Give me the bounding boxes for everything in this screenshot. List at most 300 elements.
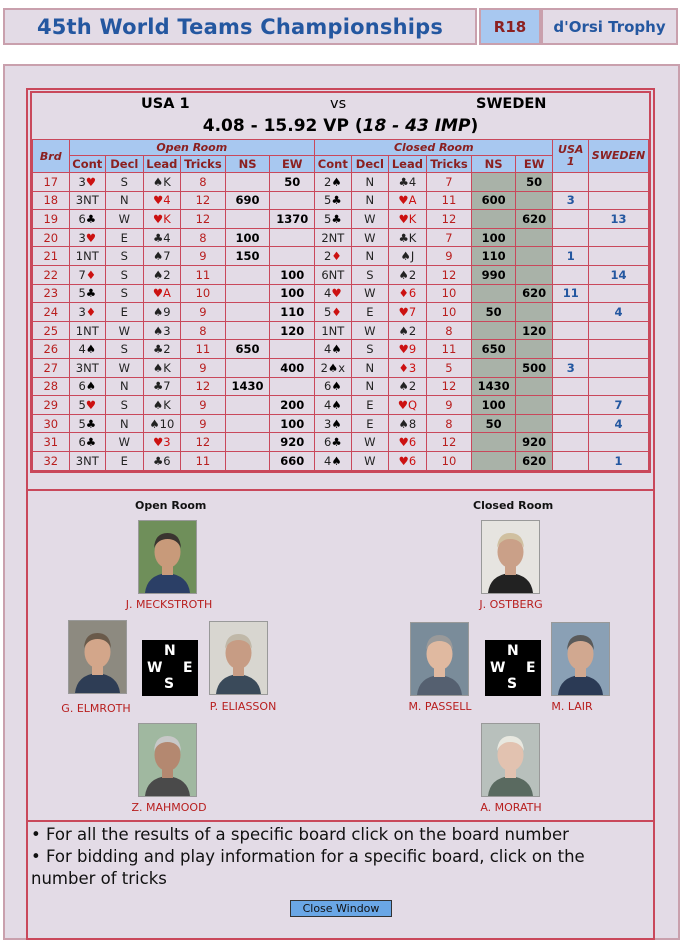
lead-card: ♠2 bbox=[153, 267, 171, 282]
closed-lead bbox=[389, 303, 427, 322]
suit-icon: ♠ bbox=[331, 453, 342, 468]
suit-icon: ♣ bbox=[331, 435, 342, 450]
compass-n: N bbox=[507, 643, 519, 659]
closed-declarer: S bbox=[351, 340, 389, 359]
closed-ns: 1430 bbox=[472, 377, 516, 396]
contract-level: 5 bbox=[78, 397, 86, 412]
closed-contract bbox=[315, 321, 352, 340]
trophy-label: d'Orsi Trophy bbox=[553, 17, 666, 36]
open-contract bbox=[69, 396, 106, 415]
open-contract bbox=[69, 414, 106, 433]
contract-level: 4 bbox=[324, 397, 332, 412]
board-number[interactable]: 21 bbox=[33, 247, 70, 266]
board-number[interactable]: 27 bbox=[33, 358, 70, 377]
contract-level: 3 bbox=[324, 416, 332, 431]
closed-tricks[interactable]: 9 bbox=[426, 396, 472, 415]
open-declarer: N bbox=[106, 377, 144, 396]
open-east-photo bbox=[209, 621, 268, 695]
open-declarer: N bbox=[106, 414, 144, 433]
lead-card: ♠2 bbox=[398, 379, 417, 394]
closed-contract bbox=[315, 340, 352, 359]
lead-card: ♥6 bbox=[398, 435, 417, 450]
open-ns bbox=[225, 451, 270, 470]
contract-level: 4 bbox=[324, 342, 332, 357]
closed-lead bbox=[389, 191, 427, 210]
contract-level: 4 bbox=[324, 286, 332, 301]
closed-room-title: Closed Room bbox=[473, 499, 554, 512]
open-declarer: E bbox=[106, 228, 144, 247]
closed-declarer: W bbox=[351, 451, 389, 470]
closed-contract bbox=[315, 228, 352, 247]
team1-imp bbox=[553, 321, 589, 340]
team2-name: SWEDEN bbox=[476, 96, 547, 112]
closed-tricks[interactable]: 12 bbox=[426, 377, 472, 396]
closed-ns: 650 bbox=[472, 340, 516, 359]
open-tricks[interactable]: 11 bbox=[181, 340, 226, 359]
closed-lead bbox=[389, 210, 427, 229]
open-ns: 650 bbox=[225, 340, 270, 359]
compass-w: W bbox=[490, 660, 506, 676]
open-lead bbox=[143, 414, 181, 433]
open-contract bbox=[69, 377, 106, 396]
open-room-header: Open Room bbox=[69, 140, 315, 156]
open-lead bbox=[143, 191, 181, 210]
open-east-name: P. ELIASSON bbox=[209, 700, 277, 713]
imp-score: 18 - 43 IMP bbox=[362, 116, 471, 136]
team2-imp bbox=[588, 284, 648, 303]
open-tricks[interactable]: 12 bbox=[181, 377, 226, 396]
open-contract bbox=[69, 247, 106, 266]
board-number[interactable]: 17 bbox=[33, 173, 70, 192]
closed-tricks[interactable]: 10 bbox=[426, 303, 472, 322]
open-north-photo bbox=[138, 520, 197, 594]
open-ns bbox=[225, 303, 270, 322]
team1-imp: 1 bbox=[553, 247, 589, 266]
lead-card: ♠9 bbox=[153, 304, 171, 319]
closed-contract bbox=[315, 377, 352, 396]
open-contract bbox=[69, 451, 106, 470]
suit-icon: ♣ bbox=[85, 211, 97, 226]
open-contract bbox=[69, 303, 106, 322]
open-ns: 690 bbox=[225, 191, 270, 210]
lead-card: ♦6 bbox=[398, 286, 417, 301]
open-ns bbox=[225, 321, 270, 340]
col-header-ns: NS bbox=[472, 156, 516, 173]
open-ew bbox=[270, 377, 315, 396]
contract-level: 6 bbox=[324, 435, 332, 450]
closed-ew bbox=[515, 340, 553, 359]
closed-contract bbox=[315, 358, 352, 377]
table-row bbox=[33, 284, 649, 303]
lead-card: ♣K bbox=[398, 230, 417, 245]
contract-level: 1NT bbox=[75, 249, 99, 264]
closed-lead bbox=[389, 265, 427, 284]
open-ns bbox=[225, 358, 270, 377]
compass-w: W bbox=[147, 660, 163, 676]
closed-contract bbox=[315, 265, 352, 284]
team1-imp: 3 bbox=[553, 191, 589, 210]
lead-card: ♥6 bbox=[398, 453, 417, 468]
closed-ew: 920 bbox=[515, 433, 553, 452]
lead-card: ♠K bbox=[152, 397, 171, 412]
board-number[interactable]: 31 bbox=[33, 433, 70, 452]
lead-card: ♥9 bbox=[398, 342, 417, 357]
table-row bbox=[33, 414, 649, 433]
team2-imp bbox=[588, 321, 648, 340]
board-number[interactable]: 26 bbox=[33, 340, 70, 359]
open-ns bbox=[225, 284, 270, 303]
open-tricks[interactable]: 11 bbox=[181, 451, 226, 470]
contract-level: 2NT bbox=[321, 230, 345, 245]
team2-imp: 13 bbox=[588, 210, 648, 229]
table-row bbox=[33, 321, 649, 340]
contract-level: 3 bbox=[78, 230, 86, 245]
open-tricks[interactable]: 8 bbox=[181, 173, 226, 192]
open-lead bbox=[143, 396, 181, 415]
open-west-name: G. ELMROTH bbox=[61, 702, 131, 715]
team2-imp: 4 bbox=[588, 414, 648, 433]
open-south-photo bbox=[138, 723, 197, 797]
contract-level: 1NT bbox=[75, 323, 99, 338]
table-row bbox=[33, 433, 649, 452]
closed-tricks[interactable]: 12 bbox=[426, 433, 472, 452]
closed-west-name: M. PASSELL bbox=[408, 700, 472, 713]
closed-ew bbox=[515, 414, 553, 433]
closed-tricks[interactable]: 11 bbox=[426, 191, 472, 210]
closed-declarer: W bbox=[351, 228, 389, 247]
closed-tricks[interactable]: 7 bbox=[426, 173, 472, 192]
open-ns bbox=[225, 396, 270, 415]
open-tricks[interactable]: 12 bbox=[181, 191, 226, 210]
open-ew: 100 bbox=[270, 284, 315, 303]
suit-icon: ♣ bbox=[85, 286, 97, 301]
board-number[interactable]: 30 bbox=[33, 414, 70, 433]
info-divider bbox=[27, 820, 653, 822]
team1-name: USA 1 bbox=[141, 96, 190, 112]
open-contract bbox=[69, 228, 106, 247]
contract-level: 3NT bbox=[75, 193, 99, 208]
closed-contract bbox=[315, 414, 352, 433]
round-box bbox=[479, 8, 541, 45]
team1-imp bbox=[553, 414, 589, 433]
closed-lead bbox=[389, 396, 427, 415]
team1-imp bbox=[553, 340, 589, 359]
closed-ns: 110 bbox=[472, 247, 516, 266]
closed-declarer: N bbox=[351, 358, 389, 377]
col-header-lead: Lead bbox=[143, 156, 181, 173]
closed-lead bbox=[389, 414, 427, 433]
lead-card: ♠J bbox=[400, 249, 415, 264]
board-number[interactable]: 18 bbox=[33, 191, 70, 210]
contract-level: 3NT bbox=[75, 453, 99, 468]
table-row bbox=[33, 173, 649, 192]
compass-s: S bbox=[164, 676, 175, 692]
closed-contract bbox=[315, 433, 352, 452]
contract-level: 3 bbox=[78, 304, 86, 319]
suit-icon: ♠ bbox=[331, 174, 342, 189]
closed-contract bbox=[315, 284, 352, 303]
closed-ns bbox=[472, 284, 516, 303]
col-header-tricks: Tricks bbox=[181, 156, 226, 173]
suit-icon: ♣ bbox=[331, 211, 342, 226]
closed-lead bbox=[389, 451, 427, 470]
open-tricks[interactable]: 10 bbox=[181, 284, 226, 303]
team2-imp bbox=[588, 173, 648, 192]
closed-tricks[interactable]: 9 bbox=[426, 247, 472, 266]
closed-south-photo bbox=[481, 723, 540, 797]
open-ew: 920 bbox=[270, 433, 315, 452]
suit-icon: ♣ bbox=[85, 435, 97, 450]
closed-lead bbox=[389, 284, 427, 303]
open-tricks[interactable]: 8 bbox=[181, 321, 226, 340]
suit-icon: ♠ bbox=[85, 342, 97, 357]
open-contract bbox=[69, 191, 106, 210]
table-row bbox=[33, 228, 649, 247]
closed-tricks[interactable]: 8 bbox=[426, 321, 472, 340]
table-row bbox=[33, 210, 649, 229]
open-declarer: N bbox=[106, 191, 144, 210]
lead-card: ♥A bbox=[398, 193, 417, 208]
closed-tricks[interactable]: 10 bbox=[426, 284, 472, 303]
board-number[interactable]: 29 bbox=[33, 396, 70, 415]
board-number[interactable]: 24 bbox=[33, 303, 70, 322]
board-number[interactable]: 19 bbox=[33, 210, 70, 229]
team1-imp bbox=[553, 396, 589, 415]
board-number[interactable]: 32 bbox=[33, 451, 70, 470]
contract-level: 6 bbox=[78, 435, 86, 450]
open-ns: 150 bbox=[225, 247, 270, 266]
closed-ew bbox=[515, 396, 553, 415]
open-declarer: S bbox=[106, 284, 144, 303]
lead-card: ♠10 bbox=[149, 416, 175, 431]
board-number[interactable]: 22 bbox=[33, 265, 70, 284]
closed-south-name: A. MORATH bbox=[480, 801, 542, 814]
contract-level: 5 bbox=[78, 416, 86, 431]
closed-declarer: W bbox=[351, 284, 389, 303]
compass-n: N bbox=[164, 643, 176, 659]
open-ew: 1370 bbox=[270, 210, 315, 229]
open-tricks[interactable]: 12 bbox=[181, 433, 226, 452]
contract-level: 5 bbox=[324, 211, 332, 226]
closed-ew: 620 bbox=[515, 451, 553, 470]
closed-tricks[interactable]: 11 bbox=[426, 340, 472, 359]
lead-card: ♦3 bbox=[398, 360, 417, 375]
closed-lead bbox=[389, 377, 427, 396]
col-header-decl: Decl bbox=[351, 156, 389, 173]
suit-icon: ♠ bbox=[331, 397, 342, 412]
closed-ew bbox=[515, 247, 553, 266]
open-tricks[interactable]: 9 bbox=[181, 358, 226, 377]
team1-imp bbox=[553, 173, 589, 192]
team2-imp: 14 bbox=[588, 265, 648, 284]
closed-declarer: N bbox=[351, 247, 389, 266]
team1-imp bbox=[553, 228, 589, 247]
closed-compass-icon bbox=[485, 640, 541, 696]
open-ew bbox=[270, 247, 315, 266]
open-declarer: W bbox=[106, 358, 144, 377]
board-number[interactable]: 25 bbox=[33, 321, 70, 340]
suit-icon: ♠ bbox=[331, 342, 342, 357]
suit-icon: ♥ bbox=[85, 230, 97, 245]
info-line-2: • For bidding and play information for a specific board, click on the number of tricks bbox=[31, 847, 585, 888]
col-header-cont: Cont bbox=[315, 156, 352, 173]
suit-icon: ♠ bbox=[331, 416, 342, 431]
open-tricks[interactable]: 12 bbox=[181, 210, 226, 229]
lead-card: ♠8 bbox=[398, 416, 417, 431]
open-declarer: E bbox=[106, 303, 144, 322]
col-header-ew: EW bbox=[515, 156, 553, 173]
open-tricks[interactable]: 8 bbox=[181, 228, 226, 247]
open-lead bbox=[143, 451, 181, 470]
closed-declarer: W bbox=[351, 433, 389, 452]
col-header-cont: Cont bbox=[69, 156, 106, 173]
col-header-lead: Lead bbox=[389, 156, 427, 173]
col-header-decl: Decl bbox=[106, 156, 144, 173]
closed-ew: 620 bbox=[515, 284, 553, 303]
closed-tricks[interactable]: 12 bbox=[426, 265, 472, 284]
closed-contract bbox=[315, 396, 352, 415]
board-number[interactable]: 23 bbox=[33, 284, 70, 303]
suit-icon: ♥ bbox=[85, 174, 97, 189]
open-lead bbox=[143, 358, 181, 377]
team2-imp bbox=[588, 377, 648, 396]
open-declarer: W bbox=[106, 321, 144, 340]
open-declarer: E bbox=[106, 451, 144, 470]
closed-lead bbox=[389, 340, 427, 359]
open-lead bbox=[143, 228, 181, 247]
open-contract bbox=[69, 433, 106, 452]
lead-card: ♥3 bbox=[153, 435, 171, 450]
closed-declarer: W bbox=[351, 210, 389, 229]
open-contract bbox=[69, 358, 106, 377]
open-ew: 400 bbox=[270, 358, 315, 377]
team1-imp: 11 bbox=[553, 284, 589, 303]
open-ew bbox=[270, 191, 315, 210]
closed-lead bbox=[389, 433, 427, 452]
closed-contract bbox=[315, 303, 352, 322]
open-ns bbox=[225, 414, 270, 433]
contract-level: 2 bbox=[320, 360, 328, 375]
closed-tricks[interactable]: 10 bbox=[426, 451, 472, 470]
closed-declarer: N bbox=[351, 377, 389, 396]
closed-ns: 100 bbox=[472, 228, 516, 247]
open-ns bbox=[225, 173, 270, 192]
suit-icon: ♥ bbox=[85, 397, 97, 412]
closed-ns bbox=[472, 321, 516, 340]
info-line-1: • For all the results of a specific board click on the board number bbox=[31, 825, 569, 844]
versus-label: vs bbox=[330, 96, 347, 112]
lead-card: ♠K bbox=[152, 360, 171, 375]
closed-ns: 50 bbox=[472, 303, 516, 322]
contract-level: 2 bbox=[324, 174, 332, 189]
open-ns: 100 bbox=[225, 228, 270, 247]
open-ew: 100 bbox=[270, 414, 315, 433]
closed-declarer: N bbox=[351, 173, 389, 192]
lead-card: ♣4 bbox=[398, 174, 417, 189]
lead-card: ♠2 bbox=[398, 323, 417, 338]
board-number[interactable]: 28 bbox=[33, 377, 70, 396]
contract-level: 5 bbox=[324, 193, 332, 208]
closed-contract bbox=[315, 247, 352, 266]
team2-imp bbox=[588, 228, 648, 247]
lead-card: ♥Q bbox=[397, 397, 418, 412]
compass-s: S bbox=[507, 676, 518, 692]
lead-card: ♣7 bbox=[153, 379, 171, 394]
table-row bbox=[33, 377, 649, 396]
contract-level: 6 bbox=[78, 211, 86, 226]
closed-ns bbox=[472, 358, 516, 377]
match-score: 4.08 - 15.92 VP (18 - 43 IMP) bbox=[202, 116, 479, 136]
open-declarer: W bbox=[106, 433, 144, 452]
open-tricks[interactable]: 9 bbox=[181, 414, 226, 433]
brd-header: Brd bbox=[33, 140, 70, 173]
closed-ew bbox=[515, 303, 553, 322]
team2-imp bbox=[588, 358, 648, 377]
board-number[interactable]: 20 bbox=[33, 228, 70, 247]
open-declarer: S bbox=[106, 340, 144, 359]
closed-ns bbox=[472, 433, 516, 452]
table-row bbox=[33, 451, 649, 470]
open-ew: 100 bbox=[270, 265, 315, 284]
lead-card: ♠3 bbox=[153, 323, 171, 338]
closed-tricks[interactable]: 5 bbox=[426, 358, 472, 377]
closed-contract bbox=[315, 210, 352, 229]
closed-declarer: E bbox=[351, 396, 389, 415]
closed-west-photo bbox=[410, 622, 469, 696]
closed-tricks[interactable]: 8 bbox=[426, 414, 472, 433]
closed-tricks[interactable]: 12 bbox=[426, 210, 472, 229]
contract-level: 5 bbox=[78, 286, 86, 301]
open-lead bbox=[143, 303, 181, 322]
closed-ew bbox=[515, 377, 553, 396]
closed-ew bbox=[515, 228, 553, 247]
table-row bbox=[33, 265, 649, 284]
open-ew: 660 bbox=[270, 451, 315, 470]
table-row bbox=[33, 247, 649, 266]
closed-ns bbox=[472, 451, 516, 470]
open-ns bbox=[225, 210, 270, 229]
open-ew: 200 bbox=[270, 396, 315, 415]
contract-level: 3 bbox=[78, 174, 86, 189]
open-tricks[interactable]: 11 bbox=[181, 265, 226, 284]
open-lead bbox=[143, 321, 181, 340]
closed-lead bbox=[389, 321, 427, 340]
open-tricks[interactable]: 9 bbox=[181, 247, 226, 266]
closed-ns: 50 bbox=[472, 414, 516, 433]
contract-level: 6 bbox=[78, 379, 86, 394]
closed-tricks[interactable]: 7 bbox=[426, 228, 472, 247]
open-tricks[interactable]: 9 bbox=[181, 303, 226, 322]
open-lead bbox=[143, 340, 181, 359]
team2-imp bbox=[588, 433, 648, 452]
event-title-box bbox=[3, 8, 477, 45]
lead-card: ♠7 bbox=[153, 249, 171, 264]
team2-imp: 4 bbox=[588, 303, 648, 322]
closed-ew: 120 bbox=[515, 321, 553, 340]
open-tricks[interactable]: 9 bbox=[181, 396, 226, 415]
table-header-row-1 bbox=[33, 140, 649, 156]
team1-imp bbox=[553, 451, 589, 470]
contract-level: 6 bbox=[324, 379, 332, 394]
open-contract bbox=[69, 340, 106, 359]
table-row bbox=[33, 396, 649, 415]
closed-lead bbox=[389, 247, 427, 266]
closed-north-photo bbox=[481, 520, 540, 594]
contract-level: 1NT bbox=[321, 323, 345, 338]
contract-level: 7 bbox=[78, 267, 86, 282]
close-window-button[interactable]: Close Window bbox=[290, 900, 392, 917]
contract-level: 4 bbox=[324, 453, 332, 468]
